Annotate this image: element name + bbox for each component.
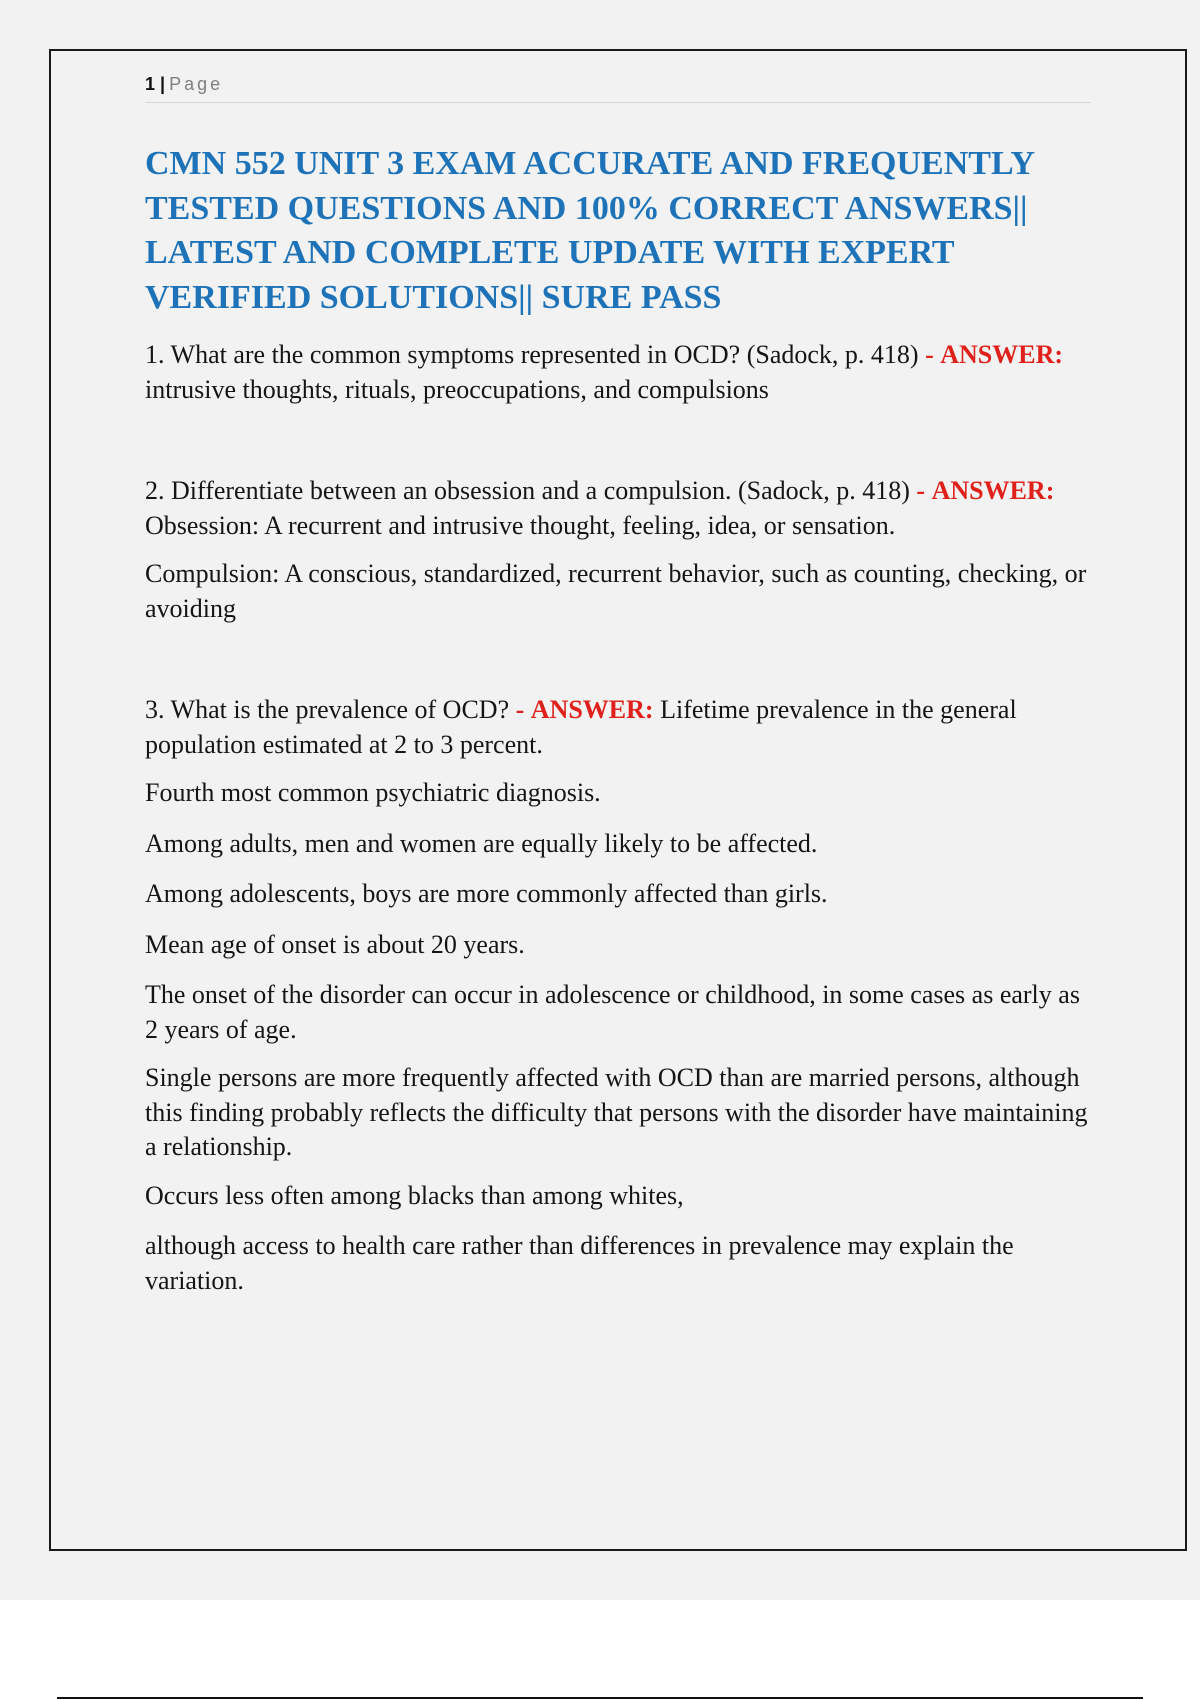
next-page-rule xyxy=(57,1697,1143,1699)
answer-label: ANSWER: xyxy=(940,340,1064,369)
answer-3-point: Mean age of onset is about 20 years. xyxy=(145,929,525,959)
question-2 xyxy=(145,474,1095,543)
answer-2-text: Obsession: A recurrent and intrusive thought, feeling, idea, or sensation. xyxy=(145,510,896,540)
page-header xyxy=(145,72,1091,103)
question-2-text: 2. Differentiate between an obsession and a compulsion. (Sadock, p. 418) xyxy=(145,476,910,505)
question-3 xyxy=(145,693,1095,762)
answer-dash: - xyxy=(515,695,525,724)
answer-3-point: Among adults, men and women are equally likely to be affected. xyxy=(145,828,818,858)
answer-3-point: Among adolescents, boys are more commonly affected than girls. xyxy=(145,879,828,908)
question-1 xyxy=(145,338,1095,407)
answer-3-point: Fourth most common psychiatric diagnosis. xyxy=(145,778,601,807)
document-body xyxy=(145,142,1095,1298)
question-1-text: 1. What are the common symptoms represented in OCD? (Sadock, p. 418) xyxy=(145,340,919,369)
answer-dash: - xyxy=(916,476,926,505)
answer-3-point: The onset of the disorder can occur in adolescence or childhood, in some cases as early as 2 years of age. xyxy=(145,980,1080,1044)
answer-label: ANSWER: xyxy=(530,695,654,724)
page-number-separator: | xyxy=(160,74,166,94)
page-label: Page xyxy=(169,74,224,94)
answer-dash: - xyxy=(925,340,934,369)
answer-2-continuation: Compulsion: A conscious, standardized, recurrent behavior, such as counting, checking, or avoiding xyxy=(145,559,1087,623)
answer-3-text: Lifetime prevalence in the general population estimated at 2 to 3 percent. xyxy=(145,695,1017,759)
document-title: CMN 552 UNIT 3 EXAM ACCURATE AND FREQUENTLY TESTED QUESTIONS AND 100% CORRECT ANSWERS|| LATEST AND COMPLETE UPDATE WITH EXPERT VERIFIED SOLUTIONS|| SURE PASS xyxy=(145,145,1034,316)
answer-label: ANSWER: xyxy=(931,476,1055,505)
question-3-text: 3. What is the prevalence of OCD? xyxy=(145,695,510,724)
answer-1-text: intrusive thoughts, rituals, preoccupations, and compulsions xyxy=(145,374,769,404)
answer-3-point: Occurs less often among blacks than among whites, xyxy=(145,1180,684,1210)
answer-3-point: Single persons are more frequently affected with OCD than are married persons, although this finding probably reflects the difficulty that persons with the disorder have maintaining a relationship. xyxy=(145,1063,1088,1161)
answer-3-point: although access to health care rather than differences in prevalence may explain the variation. xyxy=(145,1231,1014,1295)
page-number: 1 xyxy=(145,74,156,94)
